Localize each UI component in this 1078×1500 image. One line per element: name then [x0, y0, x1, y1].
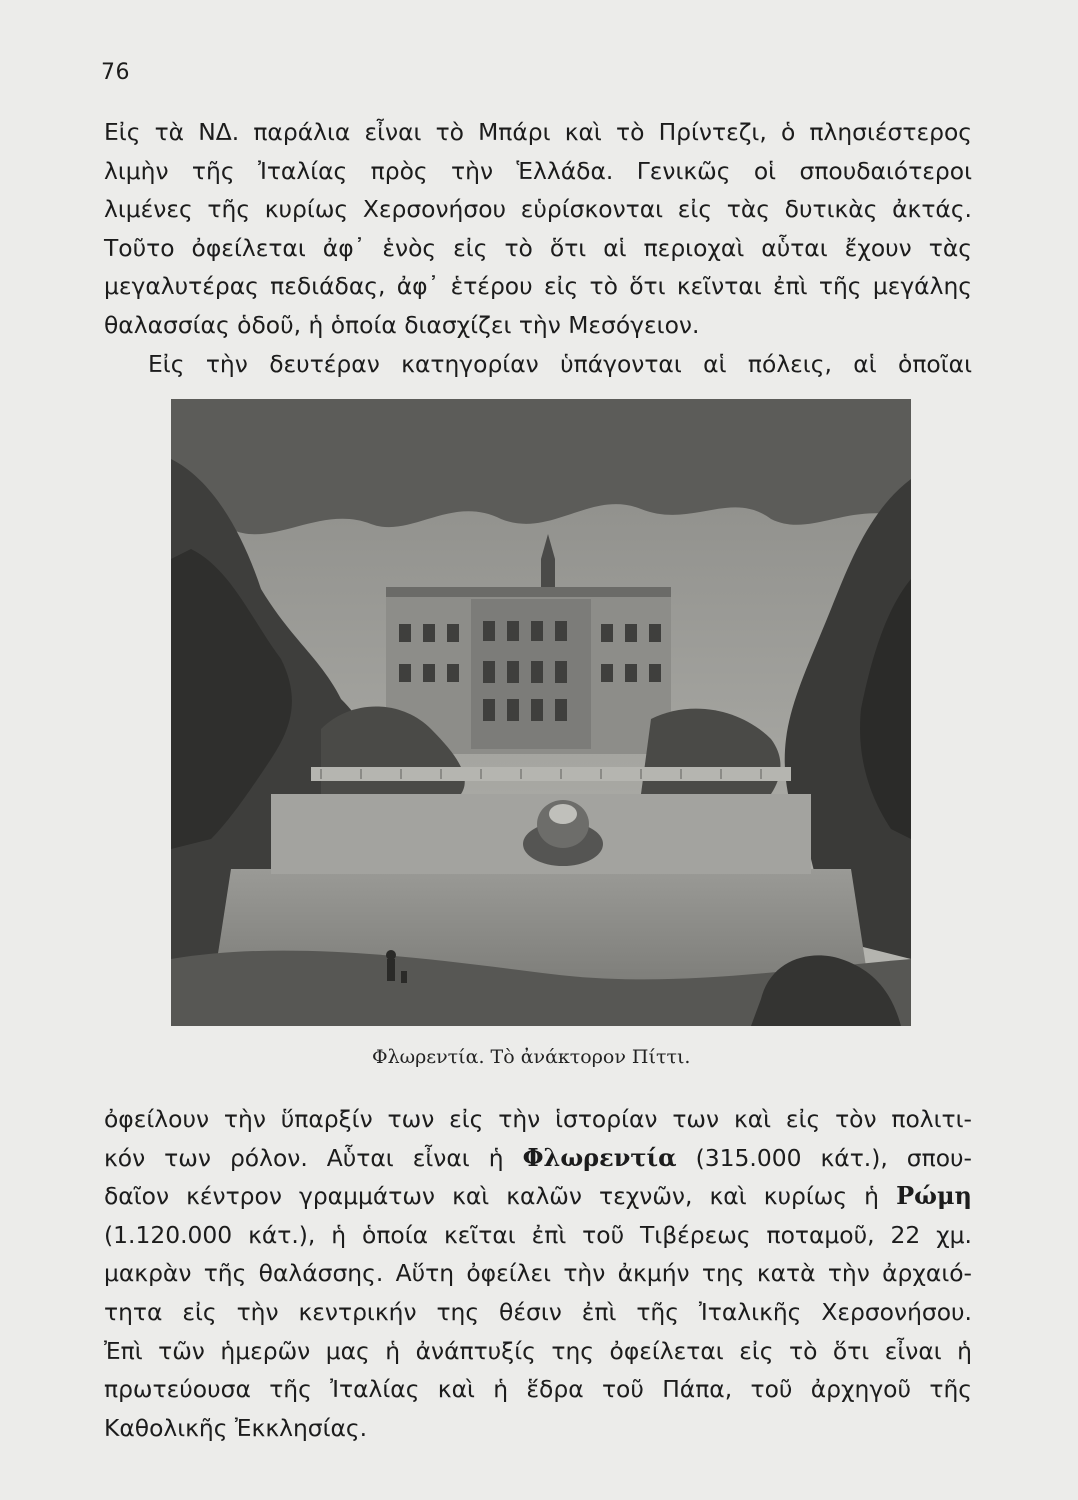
- paragraph-line: θαλασσίας ὁδοῦ, ἡ ὁποία διασχίζει τὴν Μεσόγειον.: [104, 310, 700, 339]
- paragraph-line: [104, 1139, 972, 1178]
- paragraph-line: Τοῦτο ὀφείλεται ἀφ᾽ ἑνὸς εἰς τὸ ὅτι αἱ περιοχαὶ αὗται ἔχουν τὰς: [104, 233, 972, 262]
- paragraph-line: [104, 1177, 972, 1216]
- paragraph-line: λιμένες τῆς κυρίως Χερσονήσου εὑρίσκονται εἰς τὰς δυτικὰς ἀκτάς.: [104, 195, 972, 224]
- paragraph-ports: [104, 113, 972, 383]
- paragraph-line: (1.120.000 κάτ.), ἡ ὁποία κεῖται ἐπὶ τοῦ Τιβέρεως ποταμοῦ, 22 χμ.: [104, 1220, 972, 1249]
- paragraph-line: Εἰς τὰ ΝΔ. παράλια εἶναι τὸ Μπάρι καὶ τὸ Πρίντεζι, ὁ πλησιέστερος: [104, 118, 972, 146]
- paragraph-line: Εἰς τὴν δευτέραν κατηγορίαν ὑπάγονται αἱ πόλεις, αἱ ὁποῖαι: [148, 349, 972, 378]
- paragraph-line: τητα εἰς τὴν κεντρικήν της θέσιν ἐπὶ τῆς Ἰταλικῆς Χερσονήσου.: [104, 1297, 972, 1326]
- paragraph-line: ὀφείλουν τὴν ὕπαρξίν των εἰς τὴν ἱστορίαν των καὶ εἰς τὸν πολιτι-: [104, 1105, 972, 1133]
- photo-pitti-palace: [171, 399, 911, 1026]
- text-run: δαῖον κέντρον γραμμάτων καὶ καλῶν τεχνῶν, καὶ κυρίως ἡ: [104, 1182, 897, 1211]
- page-number: 76: [101, 60, 130, 85]
- city-name-florence: Φλωρεντία: [522, 1142, 677, 1172]
- text-run: κόν των ρόλον. Αὗται εἶναι ἡ: [104, 1143, 523, 1172]
- paragraph-cities: [104, 1100, 972, 1447]
- paragraph-line: πρωτεύουσα τῆς Ἰταλίας καὶ ἡ ἕδρα τοῦ Πάπα, τοῦ ἀρχηγοῦ τῆς: [104, 1375, 972, 1404]
- text-run: (315.000 κάτ.), σπου-: [676, 1143, 972, 1172]
- paragraph-line: Ἐπὶ τῶν ἡμερῶν μας ἡ ἀνάπτυξίς της ὀφείλεται εἰς τὸ ὅτι εἶναι ἡ: [104, 1336, 972, 1365]
- paragraph-line: Καθολικῆς Ἐκκλησίας.: [104, 1413, 368, 1442]
- paragraph-line: μεγαλυτέρας πεδιάδας, ἀφ᾽ ἑτέρου εἰς τὸ ὅτι κεῖνται ἐπὶ τῆς μεγάλης: [104, 272, 972, 301]
- paragraph-line: μακρὰν τῆς θαλάσσης. Αὕτη ὀφείλει τὴν ἀκμήν της κατὰ τὴν ἀρχαιό-: [104, 1259, 972, 1288]
- paragraph-line: λιμὴν τῆς Ἰταλίας πρὸς τὴν Ἑλλάδα. Γενικῶς οἱ σπουδαιότεροι: [104, 156, 972, 185]
- city-name-rome: Ρώμη: [896, 1181, 972, 1211]
- figure-caption: Φλωρεντία. Τὸ ἀνάκτορον Πίττι.: [372, 1046, 691, 1068]
